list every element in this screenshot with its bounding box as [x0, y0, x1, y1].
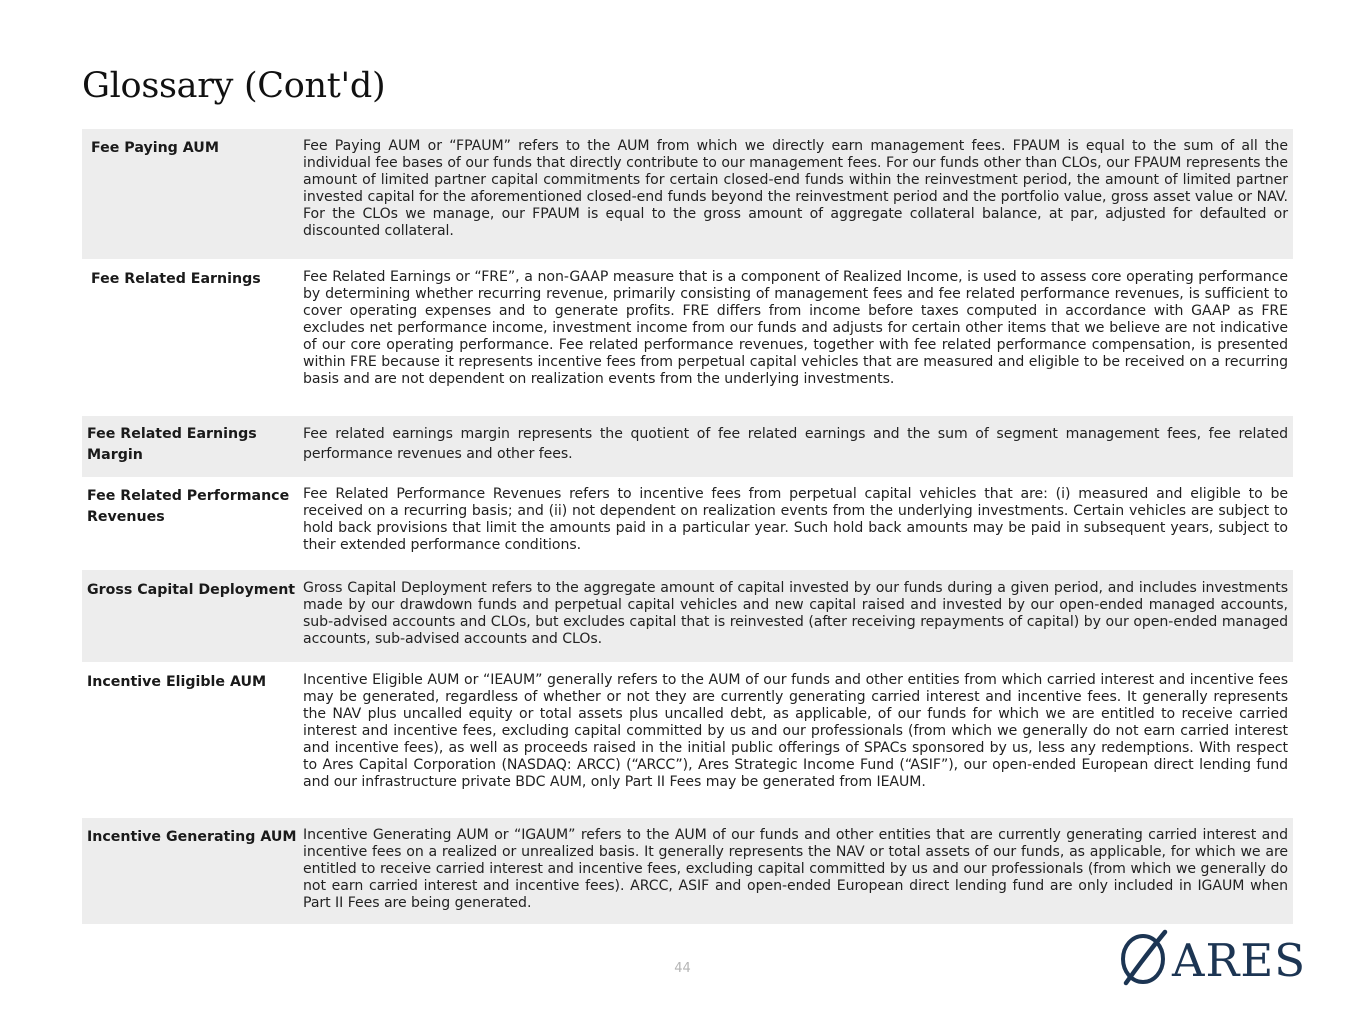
- glossary-row-fee-related-earnings: [82, 259, 1293, 416]
- glossary-definition: Fee related earnings margin represents the quotient of fee related earnings and the sum of segment management fees, fee related performance revenues and other fees.: [303, 426, 1288, 462]
- glossary-term: Fee Related Performance Revenues: [87, 488, 290, 525]
- glossary-term: Fee Related Earnings Margin: [87, 426, 257, 463]
- glossary-row-fee-related-performance-revenues: [82, 477, 1293, 570]
- glossary-term: Incentive Eligible AUM: [87, 674, 267, 690]
- page-title: Glossary (Cont'd): [82, 66, 386, 106]
- ares-logo-icon: [1118, 928, 1170, 988]
- page-number: 44: [674, 961, 691, 976]
- glossary-row-fee-paying-aum: [82, 129, 1293, 259]
- glossary-definition: Fee Related Earnings or “FRE”, a non-GAAP measure that is a component of Realized Income, is used to assess core operating performance by determining whether recurring revenue, primarily consisting of management fees and fee related performance revenues, is sufficient to cover operating expenses and to generate profits. FRE differs from income before taxes computed in accordance with GAAP as FRE excludes net performance income, investment income from our funds and adjusts for certain other items that we believe are not indicative of our core operating performance. Fee related performance revenues, together with fee related performance compensation, is presented within FRE because it represents incentive fees from perpetual capital vehicles that are measured and eligible to be received on a recurring basis and are not dependent on realization events from the underlying investments.: [303, 269, 1288, 387]
- glossary-term: Fee Paying AUM: [91, 140, 219, 156]
- glossary-term: Gross Capital Deployment: [87, 582, 296, 598]
- glossary-definition: Fee Related Performance Revenues refers to incentive fees from perpetual capital vehicles that are: (i) measured and eligible to be received on a recurring basis; and (ii) not dependent on realization events from the underlying investments. Certain vehicles are subject to hold back provisions that limit the amounts paid in a particular year. Such hold back amounts may be paid in subsequent years, subject to their extended performance conditions.: [303, 486, 1288, 553]
- glossary-definition: Incentive Eligible AUM or “IEAUM” generally refers to the AUM of our funds and other entities from which carried interest and incentive fees may be generated, regardless of whether or not they are currently generating carried interest and incentive fees. It generally represents the NAV plus uncalled equity or total assets plus uncalled debt, as applicable, of our funds for which we are entitled to receive carried interest and incentive fees, excluding capital committed by us and our professionals (from which we generally do not earn carried interest and incentive fees), as well as proceeds raised in the initial public offerings of SPACs sponsored by us, less any redemptions. With respect to Ares Capital Corporation (NASDAQ: ARCC) (“ARCC”), Ares Strategic Income Fund (“ASIF”), our open-ended European direct lending fund and our infrastructure private BDC AUM, only Part II Fees may be generated from IEAUM.: [303, 672, 1288, 790]
- glossary-term: Fee Related Earnings: [91, 271, 261, 287]
- ares-logo-text: ARES: [1172, 934, 1307, 987]
- glossary-row-incentive-generating-aum: [82, 818, 1293, 924]
- glossary-row-fee-related-earnings-margin: [82, 416, 1293, 477]
- glossary-definition: Fee Paying AUM or “FPAUM” refers to the AUM from which we directly earn management fees. FPAUM is equal to the sum of all the individual fee bases of our funds that directly contribute to our management fees. For our funds other than CLOs, our FPAUM represents the amount of limited partner capital commitments for certain closed-end funds within the reinvestment period, the amount of limited partner invested capital for the aforementioned closed-end funds beyond the reinvestment period and the portfolio value, gross asset value or NAV. For the CLOs we manage, our FPAUM is equal to the gross amount of aggregate collateral balance, at par, adjusted for defaulted or discounted collateral.: [303, 138, 1288, 239]
- glossary-definition: Incentive Generating AUM or “IGAUM” refers to the AUM of our funds and other entities that are currently generating carried interest and incentive fees on a realized or unrealized basis. It generally represents the NAV or total assets of our funds, as applicable, for which we are entitled to receive carried interest and incentive fees, excluding capital committed by us and our professionals (from which we generally do not earn carried interest and incentive fees). ARCC, ASIF and open-ended European direct lending fund are only included in IGAUM when Part II Fees are being generated.: [303, 827, 1288, 911]
- glossary-definition: Gross Capital Deployment refers to the aggregate amount of capital invested by our funds during a given period, and includes investments made by our drawdown funds and perpetual capital vehicles and new capital raised and invested by our open-ended managed accounts, sub-advised accounts and CLOs, but excludes capital that is reinvested (after receiving repayments of capital) by our open-ended managed accounts, sub-advised accounts and CLOs.: [303, 580, 1288, 647]
- glossary-row-incentive-eligible-aum: [82, 662, 1293, 818]
- glossary-term: Incentive Generating AUM: [87, 829, 297, 845]
- glossary-table: [82, 129, 1293, 924]
- ares-logo: [1118, 928, 1307, 990]
- glossary-row-gross-capital-deployment: [82, 570, 1293, 662]
